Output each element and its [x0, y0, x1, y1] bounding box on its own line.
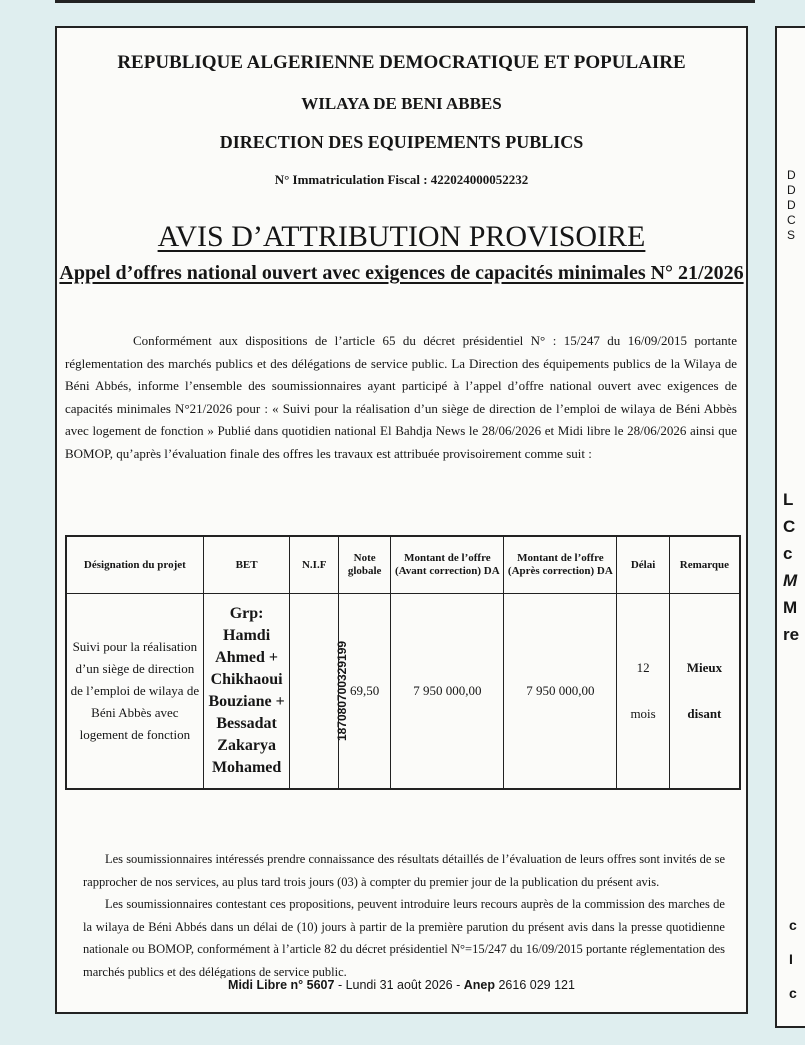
col-note: Note globale: [338, 536, 390, 594]
footer-paragraph-1: Les soumissionnaires intéressés prendre connaissance des résultats détaillés de l’évaluation de leurs offres sont invités de se rapprocher de nos services, au plus tard trois jours (03) à compter du premier jour de la publication du présent avis.: [83, 852, 725, 889]
col-bet: BET: [203, 536, 290, 594]
publication-anep-number: 2616 029 121: [498, 978, 575, 992]
side-letter: D: [787, 183, 796, 197]
table-row: [66, 594, 740, 790]
side-letter: D: [787, 168, 796, 182]
cell-bet: Grp: Hamdi Ahmed + Chikhaoui Bouziane + Bessadat Zakarya Mohamed: [203, 594, 290, 790]
col-designation: Désignation du projet: [66, 536, 203, 594]
side-low-letters: [789, 908, 797, 1010]
col-nif: N.I.F: [290, 536, 338, 594]
cell-nif: [290, 594, 350, 790]
cell-montant-avant: 7 950 000,00: [391, 594, 504, 790]
cell-note: 69,50: [338, 594, 390, 790]
side-letter: c: [783, 544, 793, 563]
side-letter: C: [787, 213, 796, 227]
side-letter: c: [789, 985, 797, 1001]
notice-subtitle: Appel d’offres national ouvert avec exigences de capacités minimales N° 21/2026: [59, 262, 744, 284]
cell-remarque: [669, 594, 740, 790]
delai-value: 12: [636, 660, 650, 675]
col-remarque: Remarque: [669, 536, 740, 594]
nif-value: 187080700329199: [335, 640, 350, 742]
fiscal-number: N° Immatriculation Fiscal : 422024000052232: [274, 172, 529, 187]
remarque-line-2: disant: [687, 706, 722, 721]
intro-paragraph: Conformément aux dispositions de l’article 65 du décret présidentiel N° : 15/247 du 16/09/2015 portante réglementation des marchés publics et des délégations de service public. La Direction des équipements publics de la Wilaya de Béni Abbés, informe l’ensemble des soumissionnaires ayant participé à l’appel d’offre national ouvert avec exigences de capacités minimales N°21/2026 pour : « Suivi pour la réalisation d’un siège de direction de l’emploi de wilaya de Béni Abbès avec logement de fonction » Publié dans quotidien national El Bahdja News le 28/06/2026 et Midi libre le 28/06/2026 ainsi que BOMOP, qu’après l’évaluation finale des offres les travaux est attribuée provisoirement comme suit :: [65, 333, 737, 461]
side-letter: D: [787, 198, 796, 212]
publication-paper: Midi Libre n° 5607: [228, 978, 335, 992]
col-montant-apres: Montant de l’offre (Après correction) DA: [504, 536, 617, 594]
side-letter: S: [787, 228, 796, 242]
publication-date: - Lundi 31 août 2026 -: [337, 978, 461, 992]
cell-designation: Suivi pour la réalisation d’un siège de direction de l’emploi de wilaya de Béni Abbès avec logement de fonction: [66, 594, 203, 790]
publication-line: [55, 978, 748, 992]
adjacent-column: [775, 26, 805, 1028]
col-montant-avant: Montant de l’offre (Avant correction) DA: [391, 536, 504, 594]
side-letter: M: [783, 598, 798, 617]
col-delai: Délai: [617, 536, 669, 594]
side-letter: L: [783, 490, 794, 509]
side-letter: I: [789, 951, 793, 967]
footer-paragraph-2: Les soumissionnaires contestant ces propositions, peuvent introduire leurs recours auprès de la commission des marches de la wilaya de Béni Abbés dans un délai de (10) jours à partir de la première parution du présent avis dans la presse quotidienne nationale ou BOMOP, conformément à l’article 82 du décret présidentiel N°=15/247 du 16/09/2015 portante réglementation des marchés publics et des délégations de service public.: [83, 897, 725, 979]
top-rule: [55, 0, 755, 3]
side-letters: [787, 168, 796, 243]
side-letter: M: [783, 571, 798, 590]
remarque-line-1: Mieux: [686, 660, 723, 675]
side-letter: c: [789, 917, 797, 933]
notice-title: AVIS D’ATTRIBUTION PROVISOIRE: [157, 220, 646, 253]
side-letter: re: [783, 625, 800, 644]
publication-anep-label: Anep: [463, 978, 495, 992]
side-big-letters: [783, 486, 799, 648]
cell-delai: [617, 594, 669, 790]
footer-text: [83, 848, 725, 983]
cell-montant-apres: 7 950 000,00: [504, 594, 617, 790]
side-letter: C: [783, 517, 796, 536]
country-heading: REPUBLIQUE ALGERIENNE DEMOCRATIQUE ET POPULAIRE: [117, 52, 686, 73]
table-header-row: [66, 536, 740, 594]
wilaya-heading: WILAYA DE BENI ABBES: [301, 94, 502, 113]
attribution-table: [65, 535, 741, 790]
delai-unit: mois: [630, 706, 656, 721]
notice-panel: [55, 26, 748, 1014]
direction-heading: DIRECTION DES EQUIPEMENTS PUBLICS: [219, 132, 584, 152]
